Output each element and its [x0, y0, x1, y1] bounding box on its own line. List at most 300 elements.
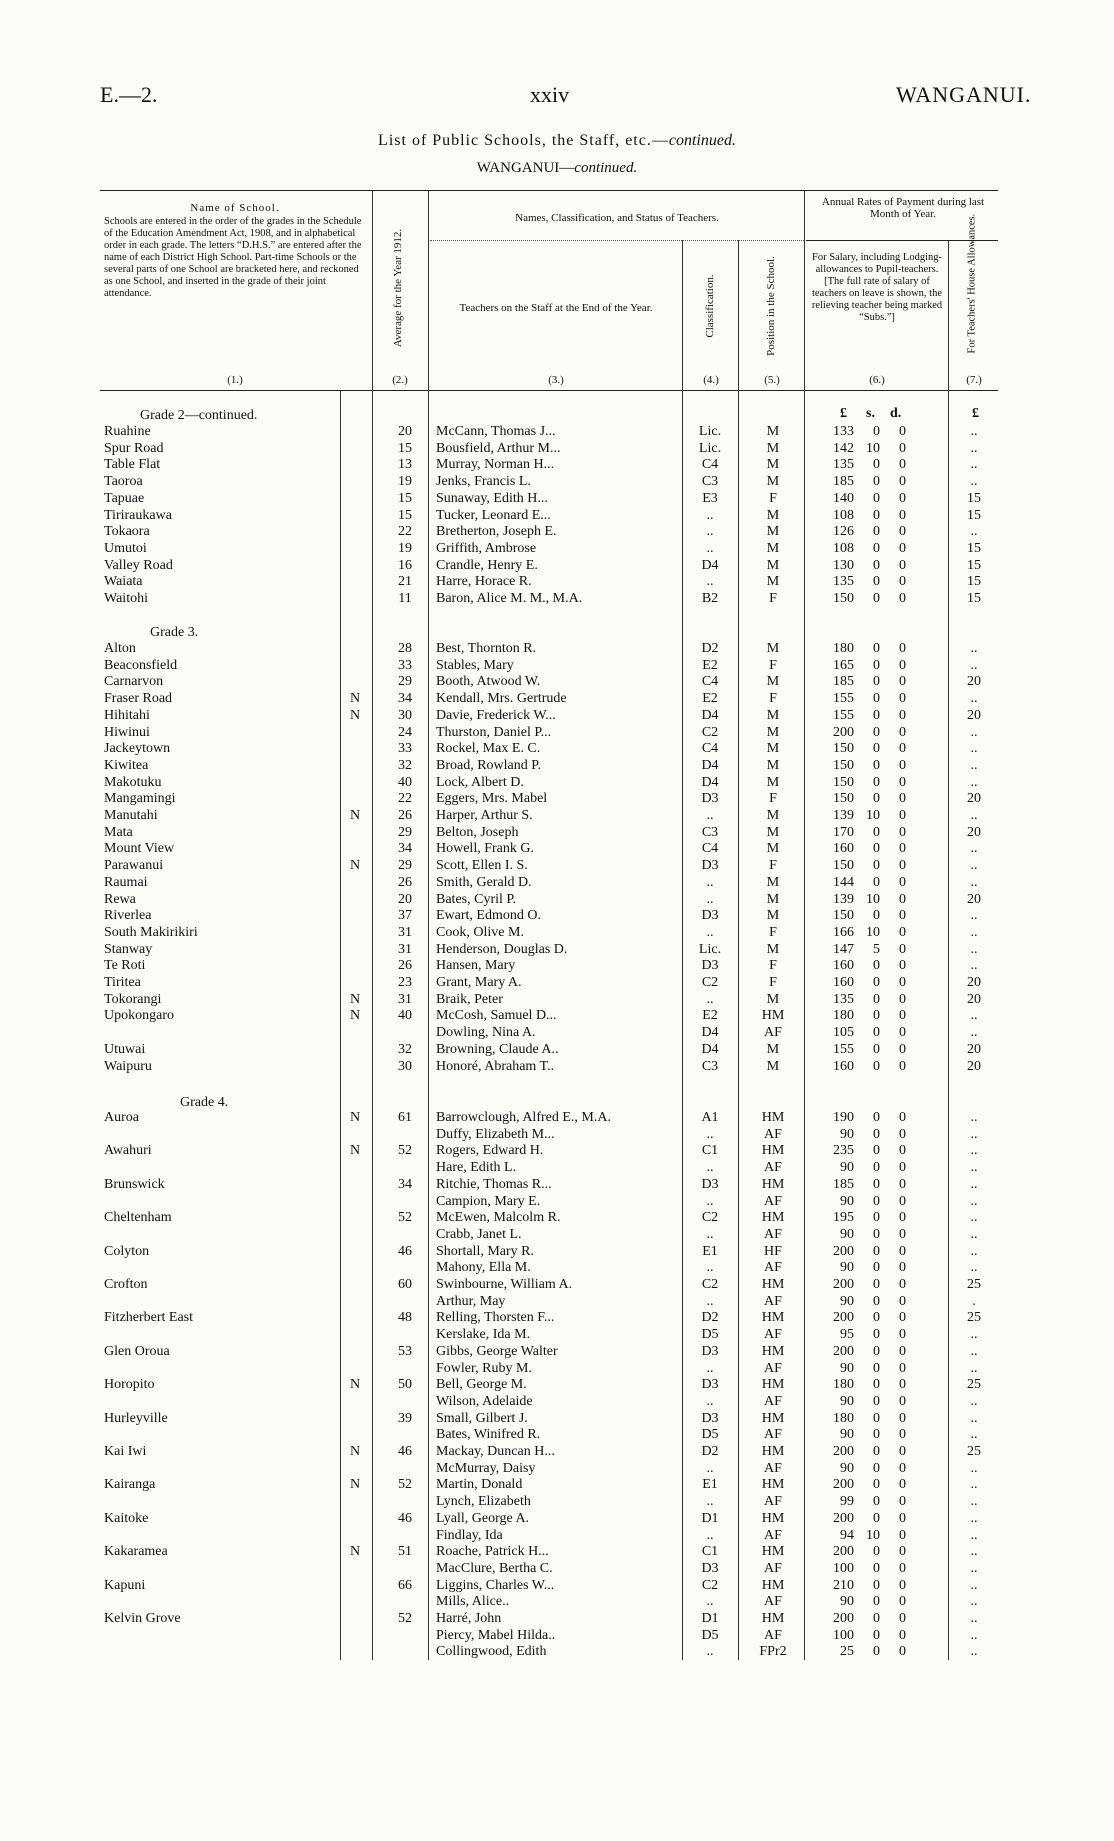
average-attendance: 30	[398, 1058, 412, 1074]
native-flag: N	[349, 1143, 361, 1159]
salary-pounds: 139	[833, 808, 854, 823]
salary-pence: 0	[899, 507, 906, 523]
salary-pounds: 150	[833, 858, 854, 874]
salary-shillings: 10	[866, 891, 880, 907]
salary-shillings: 0	[873, 824, 880, 840]
group-rule	[430, 240, 804, 241]
col5-title: Position in the School.	[765, 256, 777, 356]
classification: C4	[701, 841, 719, 857]
shillings-heading: s.	[866, 406, 875, 421]
position: HM	[761, 1377, 785, 1393]
house-allowance: ..	[970, 691, 978, 707]
position: HM	[761, 1444, 785, 1459]
classification: ..	[706, 1193, 714, 1209]
salary-pence: 0	[899, 724, 906, 740]
table-row	[0, 441, 1114, 457]
salary-pence: 0	[899, 424, 906, 439]
teacher-name: Harré, John	[436, 1611, 502, 1626]
salary-pence: 0	[899, 1627, 906, 1643]
salary-pence: 0	[899, 741, 906, 757]
table-row	[0, 574, 1114, 590]
position: AF	[764, 1025, 782, 1041]
table-row	[0, 508, 1114, 524]
salary-shillings: 0	[873, 1176, 880, 1192]
salary-shillings: 0	[873, 1477, 880, 1493]
salary-shillings: 0	[873, 1460, 880, 1476]
classification: Lic.	[698, 941, 722, 957]
position: F	[769, 958, 777, 974]
salary-shillings: 0	[873, 858, 880, 874]
salary-pounds: 90	[840, 1193, 854, 1209]
salary-pence: 0	[899, 1360, 906, 1376]
house-allowance: ..	[970, 1110, 978, 1125]
school-name: Hurleyville	[104, 1410, 168, 1426]
salary-pounds: 200	[833, 1277, 854, 1292]
salary-shillings: 0	[873, 1243, 880, 1259]
average-attendance: 24	[398, 724, 412, 740]
house-allowance: 20	[967, 891, 981, 907]
position: AF	[764, 1327, 782, 1343]
salary-pence: 0	[899, 1210, 906, 1226]
table-row	[0, 858, 1114, 874]
classification: D3	[701, 958, 719, 974]
position: HM	[761, 1210, 785, 1226]
teacher-name: Hare, Edith L.	[436, 1160, 517, 1176]
position: M	[766, 557, 780, 573]
salary-shillings: 0	[873, 1160, 880, 1176]
table-row	[0, 1361, 1114, 1377]
salary-shillings: 0	[873, 474, 880, 490]
teacher-name: Mills, Alice..	[436, 1594, 510, 1610]
house-allowance: 15	[967, 507, 981, 523]
salary-pounds: 90	[840, 1260, 854, 1276]
teacher-name: Browning, Claude A..	[436, 1041, 559, 1057]
classification: C2	[701, 1577, 719, 1593]
classification: ..	[706, 1360, 714, 1376]
table-row	[0, 958, 1114, 974]
house-allowance: ..	[970, 1527, 978, 1543]
average-attendance: 29	[398, 674, 412, 690]
salary-shillings: 10	[866, 924, 880, 940]
school-name: Alton	[104, 641, 136, 656]
school-name: Kakaramea	[104, 1544, 168, 1560]
salary-pounds: 150	[833, 591, 854, 606]
col4-title: Classification.	[704, 274, 716, 338]
salary-pounds: 200	[833, 1343, 854, 1359]
average-attendance: 16	[398, 557, 412, 573]
salary-shillings: 0	[873, 424, 880, 439]
classification: D5	[701, 1427, 719, 1443]
table-row	[0, 1059, 1114, 1075]
teacher-name: Fowler, Ruby M.	[436, 1360, 532, 1376]
house-allowance: 20	[967, 674, 981, 690]
teacher-name: Booth, Atwood W.	[436, 674, 541, 690]
salary-shillings: 0	[873, 1377, 880, 1393]
classification: ..	[706, 891, 714, 907]
house-allowance: 25	[967, 1444, 981, 1459]
salary-pounds: 200	[833, 724, 854, 740]
table-row	[0, 892, 1114, 908]
salary-pence: 0	[899, 1310, 906, 1326]
col2-number: (2.)	[392, 374, 408, 386]
salary-pounds: 210	[833, 1577, 854, 1593]
salary-pence: 0	[899, 440, 906, 456]
average-attendance: 15	[398, 440, 412, 456]
salary-pence: 0	[899, 1293, 906, 1309]
classification: ..	[706, 1527, 714, 1543]
house-allowance: ..	[970, 958, 978, 974]
table-row	[0, 1411, 1114, 1427]
classification: ..	[706, 1226, 714, 1242]
position: AF	[764, 1427, 782, 1443]
salary-shillings: 0	[873, 1494, 880, 1510]
table-row	[0, 591, 1114, 607]
teacher-name: Mackay, Duncan H...	[436, 1444, 555, 1459]
house-allowance: ..	[970, 1594, 978, 1610]
teacher-name: Liggins, Charles W...	[436, 1577, 555, 1593]
table-row	[0, 1628, 1114, 1644]
house-allowance: ..	[970, 757, 978, 773]
classification: D3	[701, 908, 719, 924]
average-attendance: 34	[398, 1176, 412, 1192]
salary-pounds: 135	[833, 457, 854, 473]
house-allowance: 20	[967, 791, 981, 807]
teacher-name: Bates, Winifred R.	[436, 1427, 541, 1443]
table-row	[0, 1344, 1114, 1360]
salary-shillings: 0	[873, 975, 880, 990]
salary-pounds: 165	[833, 657, 854, 673]
salary-pence: 0	[899, 1427, 906, 1443]
classification: ..	[706, 1594, 714, 1610]
position: HM	[761, 1008, 785, 1024]
position: AF	[764, 1360, 782, 1376]
salary-shillings: 0	[873, 1210, 880, 1226]
salary-pence: 0	[899, 1477, 906, 1493]
salary-shillings: 0	[873, 757, 880, 773]
title-text: List of Public Schools, the Staff, etc.—	[378, 132, 669, 149]
house-allowance: ..	[970, 858, 978, 874]
classification: C4	[701, 674, 719, 690]
title-italic: continued.	[668, 132, 736, 149]
average-attendance: 28	[398, 641, 412, 656]
salary-shillings: 0	[873, 674, 880, 690]
school-name: Umutoi	[104, 540, 147, 556]
teacher-name: Wilson, Adelaide	[436, 1393, 533, 1409]
native-flag: N	[349, 1477, 361, 1493]
average-attendance: 26	[398, 808, 412, 823]
classification: ..	[706, 574, 714, 590]
position: F	[769, 490, 777, 506]
salary-pounds: 180	[833, 1377, 854, 1393]
salary-pence: 0	[899, 1327, 906, 1343]
school-name: Utuwai	[104, 1041, 146, 1057]
average-attendance: 52	[398, 1210, 412, 1226]
school-name: Jackeytown	[104, 741, 171, 757]
school-name: Makotuku	[104, 774, 162, 790]
col6-group-title: Annual Rates of Payment during last Month of Year.	[821, 196, 985, 220]
average-attendance: 15	[398, 490, 412, 506]
classification: D3	[701, 791, 719, 807]
classification: ..	[706, 1260, 714, 1276]
teacher-name: Harper, Arthur S.	[436, 808, 533, 823]
salary-pounds: 90	[840, 1293, 854, 1309]
house-allowance: ..	[970, 1410, 978, 1426]
salary-pounds: 135	[833, 991, 854, 1007]
average-attendance: 46	[398, 1444, 412, 1459]
salary-pounds: 95	[840, 1327, 854, 1343]
table-row	[0, 1644, 1114, 1660]
salary-pounds: 200	[833, 1310, 854, 1326]
school-name: Mount View	[104, 841, 175, 857]
teacher-name: Eggers, Mrs. Mabel	[436, 791, 548, 807]
table-row	[0, 558, 1114, 574]
position: M	[766, 1041, 780, 1057]
house-allowance: ..	[970, 1510, 978, 1526]
classification: ..	[706, 540, 714, 556]
salary-pence: 0	[899, 1110, 906, 1125]
school-name: Fitzherbert East	[104, 1310, 194, 1326]
salary-pounds: 90	[840, 1160, 854, 1176]
native-flag: N	[349, 808, 361, 823]
salary-pounds: 180	[833, 1410, 854, 1426]
salary-shillings: 0	[873, 657, 880, 673]
average-attendance: 21	[398, 574, 412, 590]
table-row	[0, 1377, 1114, 1393]
table-row	[0, 1594, 1114, 1610]
teacher-name: Gibbs, George Walter	[436, 1343, 558, 1359]
salary-pence: 0	[899, 874, 906, 890]
school-name: Brunswick	[104, 1176, 165, 1192]
salary-pounds: 25	[840, 1644, 854, 1660]
position: M	[766, 674, 780, 690]
teacher-name: Roache, Patrick H...	[436, 1544, 549, 1560]
average-attendance: 29	[398, 824, 412, 840]
salary-pounds: 90	[840, 1393, 854, 1409]
table-row	[0, 541, 1114, 557]
table-row	[0, 1160, 1114, 1176]
teacher-name: Baron, Alice M. M., M.A.	[436, 591, 583, 606]
salary-pounds: 200	[833, 1544, 854, 1560]
classification: D3	[701, 1377, 719, 1393]
salary-shillings: 0	[873, 1644, 880, 1660]
teacher-name: Bates, Cyril P.	[436, 891, 517, 907]
house-allowance: ..	[970, 1210, 978, 1226]
salary-pounds: 155	[833, 1041, 854, 1057]
average-attendance: 60	[398, 1277, 412, 1292]
native-flag: N	[349, 1008, 361, 1024]
school-name: Tokorangi	[104, 991, 162, 1007]
table-row	[0, 424, 1114, 440]
house-allowance: ..	[970, 1611, 978, 1626]
average-attendance: 31	[398, 941, 412, 957]
house-allowance: ..	[970, 774, 978, 790]
average-attendance: 26	[398, 874, 412, 890]
average-attendance: 22	[398, 524, 412, 540]
school-name: Mangamingi	[104, 791, 176, 807]
salary-shillings: 0	[873, 1277, 880, 1292]
table-row	[0, 758, 1114, 774]
teacher-name: Howell, Frank G.	[436, 841, 534, 857]
salary-pounds: 90	[840, 1226, 854, 1242]
house-allowance: 20	[967, 707, 981, 723]
position: HM	[761, 1510, 785, 1526]
house-allowance: ..	[970, 1477, 978, 1493]
average-attendance: 61	[398, 1110, 412, 1125]
salary-pounds: 130	[833, 557, 854, 573]
salary-pounds: 160	[833, 958, 854, 974]
table-row	[0, 775, 1114, 791]
classification: C2	[701, 724, 719, 740]
classification: C1	[701, 1143, 719, 1159]
salary-pounds: 200	[833, 1611, 854, 1626]
school-name: Horopito	[104, 1377, 155, 1393]
house-allowance: ..	[970, 440, 978, 456]
classification: C2	[701, 1277, 719, 1292]
house-allowance: ..	[970, 474, 978, 490]
average-attendance: 40	[398, 774, 412, 790]
classification: D4	[701, 557, 719, 573]
house-allowance: ..	[970, 841, 978, 857]
salary-shillings: 0	[873, 991, 880, 1007]
salary-pence: 0	[899, 891, 906, 907]
salary-pence: 0	[899, 707, 906, 723]
house-allowance: ..	[970, 1577, 978, 1593]
salary-pounds: 155	[833, 707, 854, 723]
position: M	[766, 540, 780, 556]
salary-shillings: 0	[873, 1058, 880, 1074]
average-attendance: 50	[398, 1377, 412, 1393]
teacher-name: Lyall, George A.	[436, 1510, 530, 1526]
house-allowance: 20	[967, 991, 981, 1007]
teacher-name: Scott, Ellen I. S.	[436, 858, 528, 874]
average-attendance: 29	[398, 858, 412, 874]
classification: Lic.	[698, 440, 722, 456]
teacher-name: Thurston, Daniel P...	[436, 724, 552, 740]
teacher-name: Shortall, Mary R.	[436, 1243, 534, 1259]
salary-pounds: 90	[840, 1594, 854, 1610]
salary-shillings: 0	[873, 1041, 880, 1057]
salary-pounds: 144	[833, 874, 854, 890]
subtitle-text: WANGANUI—	[476, 160, 575, 176]
house-allowance: ..	[970, 1243, 978, 1259]
salary-pence: 0	[899, 1260, 906, 1276]
house-allowance: ..	[970, 1327, 978, 1343]
school-name: Upokongaro	[104, 1008, 174, 1024]
average-attendance: 46	[398, 1243, 412, 1259]
classification: C2	[701, 1210, 719, 1226]
teacher-name: Ewart, Edmond O.	[436, 908, 541, 924]
col7-title: For Teachers' House Allowances.	[966, 213, 978, 354]
teacher-name: McEwen, Malcolm R.	[436, 1210, 561, 1226]
table-row	[0, 825, 1114, 841]
average-attendance: 22	[398, 791, 412, 807]
salary-pence: 0	[899, 1226, 906, 1242]
table-row	[0, 908, 1114, 924]
school-name: Cheltenham	[104, 1210, 172, 1226]
teacher-name: Griffith, Ambrose	[436, 540, 537, 556]
salary-pence: 0	[899, 591, 906, 606]
salary-pounds: 105	[833, 1025, 854, 1041]
house-allowance: 15	[967, 490, 981, 506]
teacher-name: Barrowclough, Alfred E., M.A.	[436, 1110, 611, 1125]
salary-pence: 0	[899, 457, 906, 473]
table-row	[0, 1394, 1114, 1410]
salary-pounds: 200	[833, 1444, 854, 1459]
classification: D5	[701, 1327, 719, 1343]
salary-shillings: 0	[873, 1126, 880, 1142]
salary-pence: 0	[899, 908, 906, 924]
salary-pounds: 142	[833, 440, 854, 456]
classification: D4	[701, 1041, 719, 1057]
salary-pence: 0	[899, 1594, 906, 1610]
salary-shillings: 0	[873, 874, 880, 890]
school-name: South Makirikiri	[104, 924, 198, 940]
salary-shillings: 0	[873, 841, 880, 857]
salary-pence: 0	[899, 490, 906, 506]
classification: ..	[706, 808, 714, 823]
table-row	[0, 942, 1114, 958]
salary-shillings: 0	[873, 1360, 880, 1376]
col1-number: (1.)	[227, 374, 243, 386]
table-row	[0, 1210, 1114, 1226]
salary-pence: 0	[899, 1560, 906, 1576]
salary-pounds: 170	[833, 824, 854, 840]
salary-pence: 0	[899, 1410, 906, 1426]
school-name: Tiritea	[104, 975, 141, 990]
position: M	[766, 474, 780, 490]
salary-pounds: 100	[833, 1627, 854, 1643]
salary-pounds: 140	[833, 490, 854, 506]
teacher-name: Martin, Donald	[436, 1477, 523, 1493]
position: M	[766, 524, 780, 540]
salary-pence: 0	[899, 1160, 906, 1176]
allowance-heading: £	[972, 406, 979, 421]
position: F	[769, 691, 777, 707]
salary-shillings: 0	[873, 1260, 880, 1276]
table-row	[0, 1528, 1114, 1544]
table-row	[0, 1008, 1114, 1024]
teacher-name: Campion, Mary E.	[436, 1193, 541, 1209]
house-allowance: ..	[970, 1460, 978, 1476]
teacher-name: Small, Gilbert J.	[436, 1410, 528, 1426]
pence-heading: d.	[890, 406, 902, 421]
salary-pence: 0	[899, 1143, 906, 1159]
average-attendance: 32	[398, 1041, 412, 1057]
house-allowance: ..	[970, 657, 978, 673]
table-row	[0, 674, 1114, 690]
school-name: Rewa	[104, 891, 136, 907]
salary-shillings: 0	[873, 958, 880, 974]
house-allowance: .	[972, 1293, 976, 1309]
position: HM	[761, 1410, 785, 1426]
house-allowance: ..	[970, 908, 978, 924]
salary-shillings: 10	[866, 808, 880, 823]
position: AF	[764, 1160, 782, 1176]
position: M	[766, 707, 780, 723]
grade-4-heading: Grade 4.	[180, 1095, 229, 1110]
salary-pence: 0	[899, 1193, 906, 1209]
salary-shillings: 0	[873, 1560, 880, 1576]
classification: D3	[701, 858, 719, 874]
table-row	[0, 875, 1114, 891]
salary-pounds: 235	[833, 1143, 854, 1159]
salary-pence: 0	[899, 1343, 906, 1359]
position: F	[769, 924, 777, 940]
salary-shillings: 0	[873, 1025, 880, 1041]
position: AF	[764, 1594, 782, 1610]
house-allowance: ..	[970, 1627, 978, 1643]
salary-pence: 0	[899, 975, 906, 990]
